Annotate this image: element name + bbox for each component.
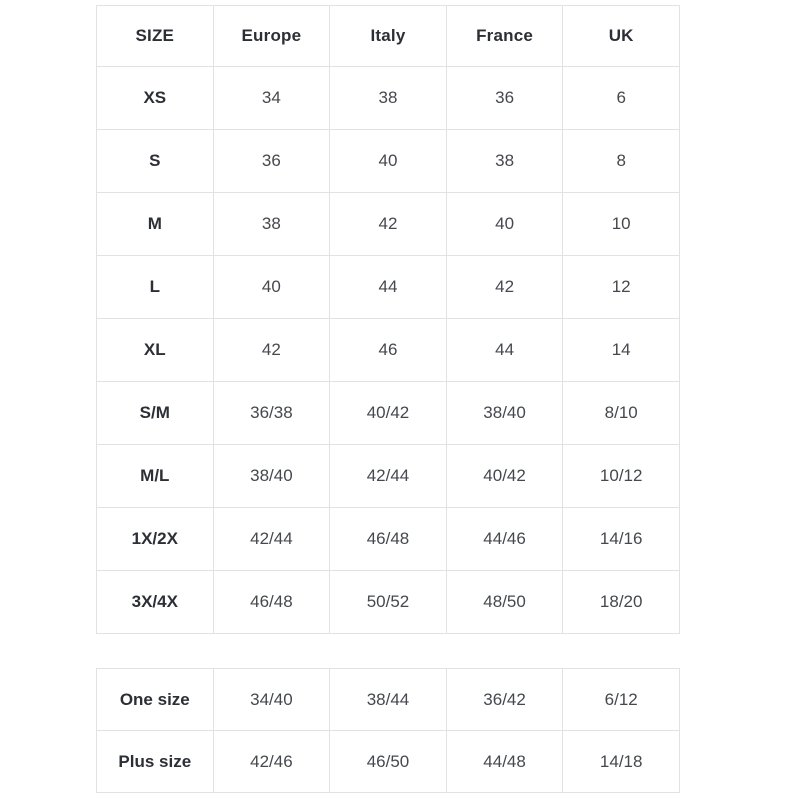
cell-3x4x-france: 48/50 <box>446 571 563 634</box>
table-row-m <box>97 193 680 256</box>
cell-3x4x-italy: 50/52 <box>330 571 447 634</box>
table-row-xl <box>97 319 680 382</box>
cell-xs-italy: 38 <box>330 67 447 130</box>
table-row-l <box>97 256 680 319</box>
cell-one-size-uk: 6/12 <box>563 669 680 731</box>
cell-xl-uk: 14 <box>563 319 680 382</box>
cell-l-uk: 12 <box>563 256 680 319</box>
cell-ml-uk: 10/12 <box>563 445 680 508</box>
table-row-s <box>97 130 680 193</box>
row-label-m: M <box>97 193 214 256</box>
cell-s-europe: 36 <box>213 130 330 193</box>
cell-sm-france: 38/40 <box>446 382 563 445</box>
row-label-1x2x: 1X/2X <box>97 508 214 571</box>
table-row-xs <box>97 67 680 130</box>
cell-1x2x-uk: 14/16 <box>563 508 680 571</box>
size-tables-container <box>96 5 680 793</box>
row-label-ml: M/L <box>97 445 214 508</box>
cell-xs-uk: 6 <box>563 67 680 130</box>
cell-xs-france: 36 <box>446 67 563 130</box>
size-conversion-table <box>96 5 680 634</box>
table-row-1x2x <box>97 508 680 571</box>
table-row-sm <box>97 382 680 445</box>
cell-1x2x-france: 44/46 <box>446 508 563 571</box>
row-label-s: S <box>97 130 214 193</box>
cell-3x4x-europe: 46/48 <box>213 571 330 634</box>
row-label-plus-size: Plus size <box>97 731 214 793</box>
table-row-ml <box>97 445 680 508</box>
cell-1x2x-italy: 46/48 <box>330 508 447 571</box>
row-label-l: L <box>97 256 214 319</box>
cell-s-uk: 8 <box>563 130 680 193</box>
cell-xl-france: 44 <box>446 319 563 382</box>
cell-plus-size-italy: 46/50 <box>330 731 447 793</box>
cell-ml-france: 40/42 <box>446 445 563 508</box>
cell-xl-europe: 42 <box>213 319 330 382</box>
cell-3x4x-uk: 18/20 <box>563 571 680 634</box>
cell-plus-size-europe: 42/46 <box>213 731 330 793</box>
cell-ml-italy: 42/44 <box>330 445 447 508</box>
column-header-france: France <box>446 6 563 67</box>
row-label-sm: S/M <box>97 382 214 445</box>
cell-m-uk: 10 <box>563 193 680 256</box>
cell-xl-italy: 46 <box>330 319 447 382</box>
cell-sm-italy: 40/42 <box>330 382 447 445</box>
size-table-header <box>97 6 680 67</box>
cell-s-france: 38 <box>446 130 563 193</box>
column-header-europe: Europe <box>213 6 330 67</box>
cell-m-france: 40 <box>446 193 563 256</box>
extra-table-body <box>97 669 680 793</box>
cell-ml-europe: 38/40 <box>213 445 330 508</box>
row-label-xl: XL <box>97 319 214 382</box>
cell-one-size-italy: 38/44 <box>330 669 447 731</box>
column-header-size: SIZE <box>97 6 214 67</box>
header-row <box>97 6 680 67</box>
size-table-body <box>97 67 680 634</box>
cell-sm-uk: 8/10 <box>563 382 680 445</box>
cell-l-europe: 40 <box>213 256 330 319</box>
row-label-one-size: One size <box>97 669 214 731</box>
cell-one-size-europe: 34/40 <box>213 669 330 731</box>
cell-s-italy: 40 <box>330 130 447 193</box>
cell-plus-size-france: 44/48 <box>446 731 563 793</box>
cell-xs-europe: 34 <box>213 67 330 130</box>
one-size-plus-size-table <box>96 668 680 793</box>
cell-1x2x-europe: 42/44 <box>213 508 330 571</box>
table-row-3x4x <box>97 571 680 634</box>
cell-sm-europe: 36/38 <box>213 382 330 445</box>
cell-l-france: 42 <box>446 256 563 319</box>
cell-l-italy: 44 <box>330 256 447 319</box>
row-label-3x4x: 3X/4X <box>97 571 214 634</box>
table-row-one-size <box>97 669 680 731</box>
cell-m-italy: 42 <box>330 193 447 256</box>
table-row-plus-size <box>97 731 680 793</box>
column-header-italy: Italy <box>330 6 447 67</box>
cell-m-europe: 38 <box>213 193 330 256</box>
row-label-xs: XS <box>97 67 214 130</box>
column-header-uk: UK <box>563 6 680 67</box>
cell-one-size-france: 36/42 <box>446 669 563 731</box>
cell-plus-size-uk: 14/18 <box>563 731 680 793</box>
